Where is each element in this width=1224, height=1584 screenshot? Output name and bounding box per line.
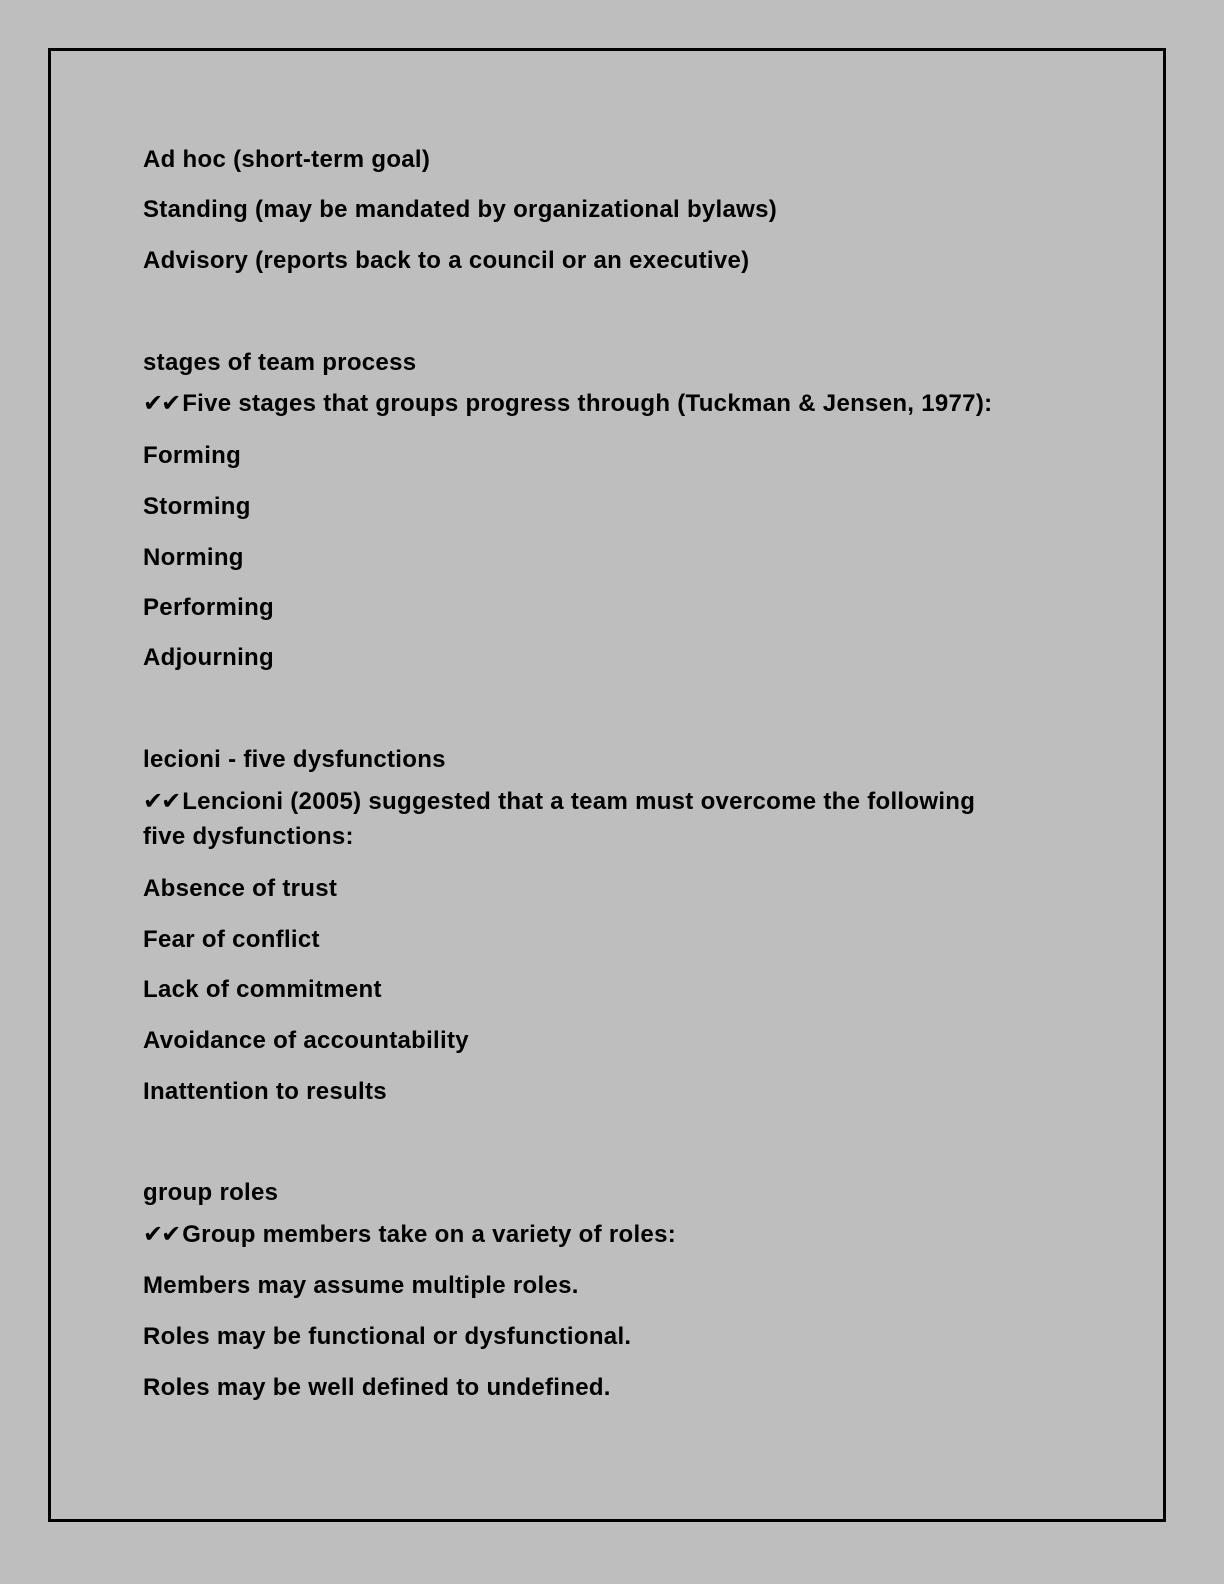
double-check-icon: ✔✔ xyxy=(143,788,180,815)
stage-item: Norming xyxy=(143,544,244,571)
dysfunction-item: Inattention to results xyxy=(143,1078,387,1105)
stages-intro xyxy=(143,390,992,418)
lencioni-intro-text: Lencioni (2005) suggested that a team must overcome the following xyxy=(182,788,976,815)
role-item: Roles may be functional or dysfunctional. xyxy=(143,1323,632,1350)
lencioni-heading: lecioni - five dysfunctions xyxy=(143,746,446,773)
lencioni-intro xyxy=(143,788,975,816)
lencioni-intro-continued: five dysfunctions: xyxy=(143,823,354,850)
stage-item: Forming xyxy=(143,442,242,469)
dysfunction-item: Avoidance of accountability xyxy=(143,1027,469,1054)
roles-intro-text: Group members take on a variety of roles: xyxy=(182,1221,677,1248)
committee-type-item: Standing (may be mandated by organizational bylaws) xyxy=(143,196,778,223)
dysfunction-item: Absence of trust xyxy=(143,875,338,902)
roles-intro xyxy=(143,1221,676,1249)
role-item: Roles may be well defined to undefined. xyxy=(143,1374,611,1401)
committee-type-item: Ad hoc (short-term goal) xyxy=(143,146,431,173)
stage-item: Performing xyxy=(143,594,275,621)
stages-intro-text: Five stages that groups progress through (Tuckman & Jensen, 1977): xyxy=(182,390,993,417)
stage-item: Storming xyxy=(143,493,251,520)
dysfunction-item: Fear of conflict xyxy=(143,926,320,953)
stage-item: Adjourning xyxy=(143,644,274,671)
dysfunction-item: Lack of commitment xyxy=(143,976,382,1003)
committee-type-item: Advisory (reports back to a council or an executive) xyxy=(143,247,750,274)
roles-heading: group roles xyxy=(143,1179,279,1206)
double-check-icon: ✔✔ xyxy=(143,390,180,417)
double-check-icon: ✔✔ xyxy=(143,1221,180,1248)
role-item: Members may assume multiple roles. xyxy=(143,1272,579,1299)
stages-heading: stages of team process xyxy=(143,349,417,376)
